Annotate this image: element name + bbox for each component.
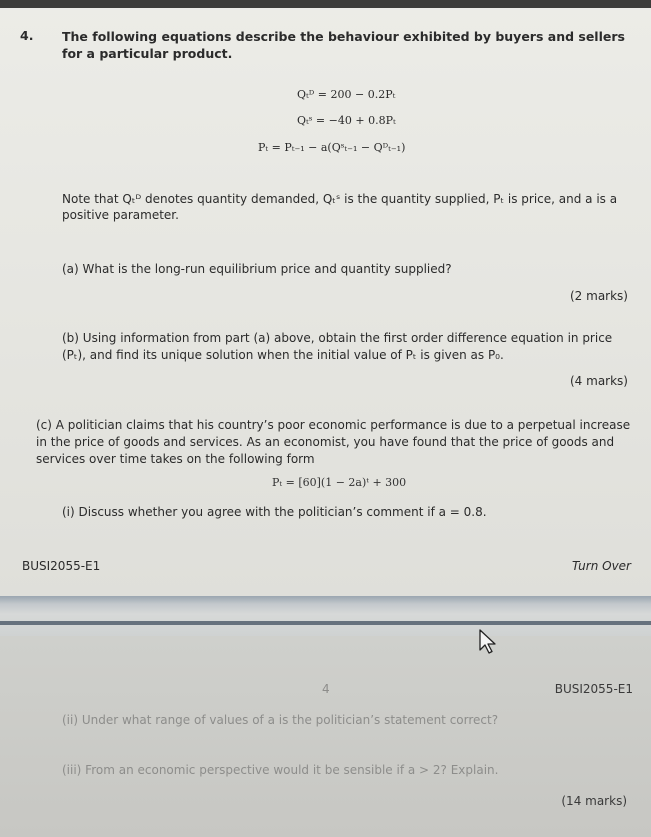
part-c-i-question: (i) Discuss whether you agree with the politician’s comment if a = 0.8. bbox=[62, 505, 487, 519]
part-c-question: (c) A politician claims that his country’s poor economic performance is due to a perpetual increase in the price of goods and services. As an economist, you have found that the price of goods and services over time takes on the following form bbox=[36, 418, 631, 466]
part-c-iii-question: (iii) From an economic perspective would it be sensible if a > 2? Explain. bbox=[62, 763, 499, 777]
exam-page-2 bbox=[0, 636, 651, 837]
part-c-equation: Pₜ = [60](1 − 2a)ᵗ + 300 bbox=[272, 476, 407, 489]
page-number: 4 bbox=[322, 682, 330, 696]
demand-equation: Qₜᴰ = 200 − 0.2Pₜ bbox=[297, 88, 396, 101]
variable-note: Note that Qₜᴰ denotes quantity demanded, Qₜˢ is the quantity supplied, Pₜ is price, and a is a positive parameter. bbox=[62, 192, 618, 222]
part-a-marks: (2 marks) bbox=[570, 289, 628, 303]
page-divider bbox=[0, 596, 651, 636]
header-course-code: BUSI2055-E1 bbox=[554, 682, 633, 696]
page-top-edge bbox=[0, 0, 651, 8]
supply-equation: Qₜˢ = −40 + 0.8Pₜ bbox=[297, 114, 396, 127]
footer-course-code: BUSI2055-E1 bbox=[22, 559, 101, 573]
part-b-question: (b) Using information from part (a) above, obtain the first order difference equation in price (Pₜ), and find its unique solution when the initial value of Pₜ is given as P₀. bbox=[62, 331, 613, 362]
question-number: 4. bbox=[20, 28, 34, 43]
part-c-marks: (14 marks) bbox=[561, 794, 627, 808]
price-adjustment-equation: Pₜ = Pₜ₋₁ − a(Qˢₜ₋₁ − Qᴰₜ₋₁) bbox=[258, 141, 406, 154]
mouse-cursor-icon bbox=[478, 628, 500, 654]
part-c-ii-question: (ii) Under what range of values of a is the politician’s statement correct? bbox=[62, 713, 499, 727]
part-b-marks: (4 marks) bbox=[570, 374, 628, 388]
part-a-question: (a) What is the long-run equilibrium price and quantity supplied? bbox=[62, 262, 452, 276]
question-intro: The following equations describe the behaviour exhibited by buyers and sellers for a particular product. bbox=[62, 29, 625, 61]
footer-turn-over: Turn Over bbox=[572, 559, 631, 573]
